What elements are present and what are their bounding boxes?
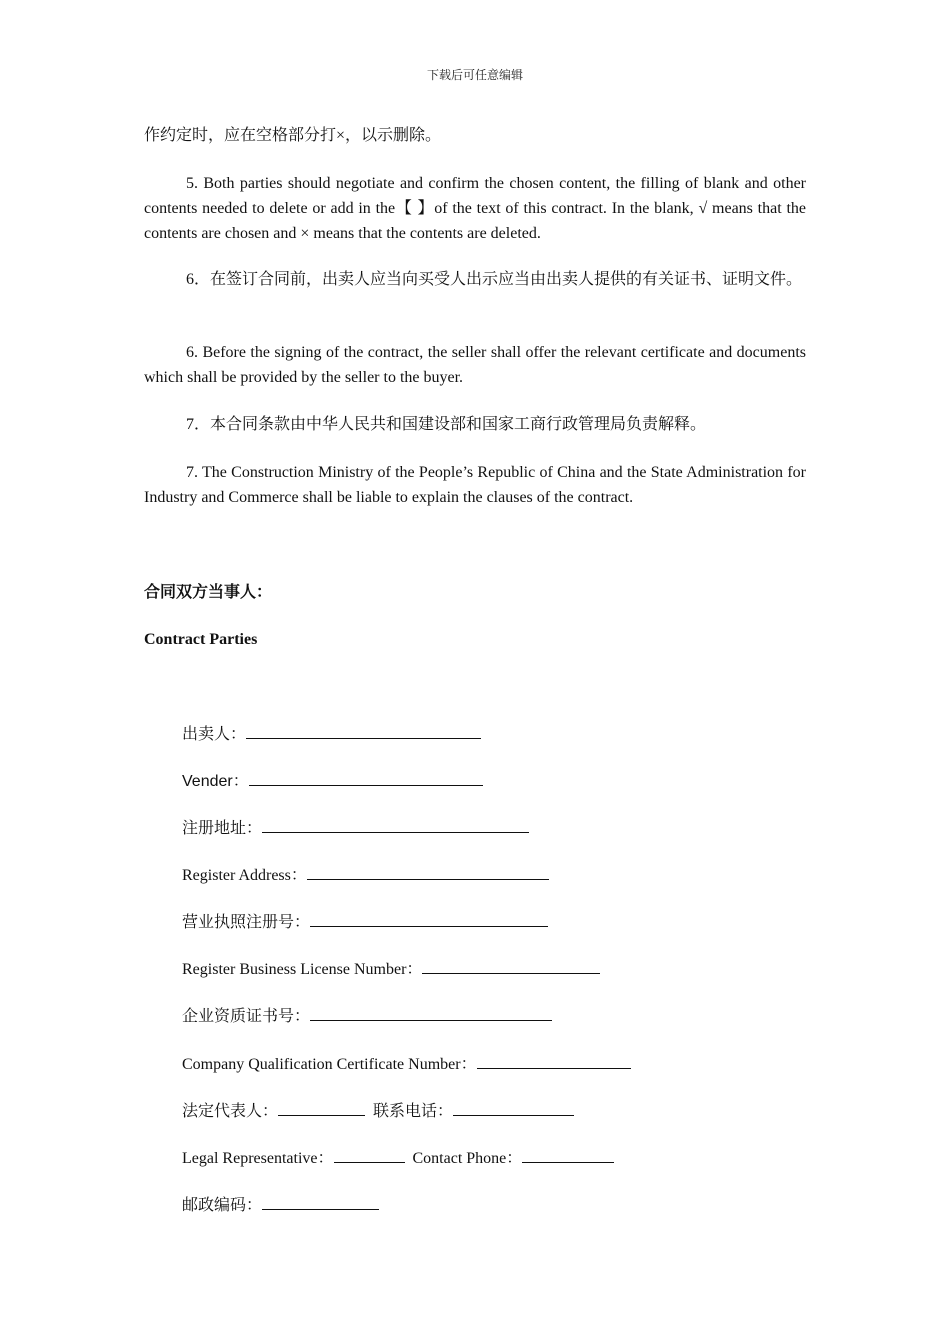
blank-line — [422, 957, 600, 974]
field-label: 联系电话： — [373, 1103, 454, 1120]
field-label: Vender： — [182, 773, 249, 790]
field-label: 营业执照注册号： — [182, 914, 311, 931]
field-label: Contact Phone： — [412, 1150, 523, 1167]
blank-line — [310, 1004, 552, 1021]
paragraph-7-en: 7. The Construction Ministry of the People’s Republic of China and the State Administration for Industry and Commerce shall be liable to explain the clauses of the contract. — [144, 464, 806, 506]
parties-heading-cn: 合同双方当事人： — [144, 584, 273, 601]
field-seller-en — [182, 769, 483, 793]
blank-line — [249, 769, 483, 786]
parties-heading-en: Contract Parties — [144, 631, 258, 648]
field-address-en — [182, 863, 549, 887]
field-qualification-en — [182, 1052, 631, 1076]
blank-line — [310, 910, 548, 927]
field-label: 法定代表人： — [182, 1103, 279, 1120]
field-legal-phone-en — [182, 1146, 614, 1170]
field-label: Register Address： — [182, 867, 307, 884]
field-label: Register Business License Number： — [182, 961, 423, 978]
field-address-cn — [182, 816, 529, 840]
field-license-cn — [182, 910, 548, 934]
paragraph-5-en: 5. Both parties should negotiate and confirm the chosen content, the filling of blank and other contents needed to delete or add in the【 】of the text of this contract. In the blank, √ means that the contents are chosen and × means that the contents are deleted. — [144, 175, 806, 242]
blank-line — [246, 722, 481, 739]
paragraph-deletion-note: 作约定时，应在空格部分打×，以示删除。 — [144, 127, 442, 144]
blank-line — [262, 1193, 379, 1210]
field-label: 出卖人： — [182, 726, 247, 743]
field-label: 邮政编码： — [182, 1197, 263, 1214]
blank-line — [453, 1099, 574, 1116]
field-postcode-cn — [182, 1193, 379, 1217]
field-license-en — [182, 957, 600, 981]
field-label: Company Qualification Certificate Number： — [182, 1056, 477, 1073]
blank-line — [334, 1146, 405, 1163]
field-label: Legal Representative： — [182, 1150, 334, 1167]
blank-line — [262, 816, 529, 833]
paragraph-6-cn: 6．在签订合同前，出卖人应当向买受人出示应当由出卖人提供的有关证书、证明文件。 — [186, 271, 803, 288]
field-qualification-cn — [182, 1004, 552, 1028]
paragraph-7-cn: 7．本合同条款由中华人民共和国建设部和国家工商行政管理局负责解释。 — [186, 416, 707, 433]
blank-line — [522, 1146, 614, 1163]
paragraph-6-en: 6. Before the signing of the contract, the seller shall offer the relevant certificate and documents which shall be provided by the seller to the buyer. — [144, 344, 806, 386]
blank-line — [278, 1099, 365, 1116]
field-label: 注册地址： — [182, 820, 263, 837]
field-seller-cn — [182, 722, 481, 746]
blank-line — [307, 863, 549, 880]
blank-line — [477, 1052, 631, 1069]
field-label: 企业资质证书号： — [182, 1008, 311, 1025]
page-header: 下载后可任意编辑 — [426, 68, 523, 82]
field-legal-phone-cn — [182, 1099, 574, 1123]
